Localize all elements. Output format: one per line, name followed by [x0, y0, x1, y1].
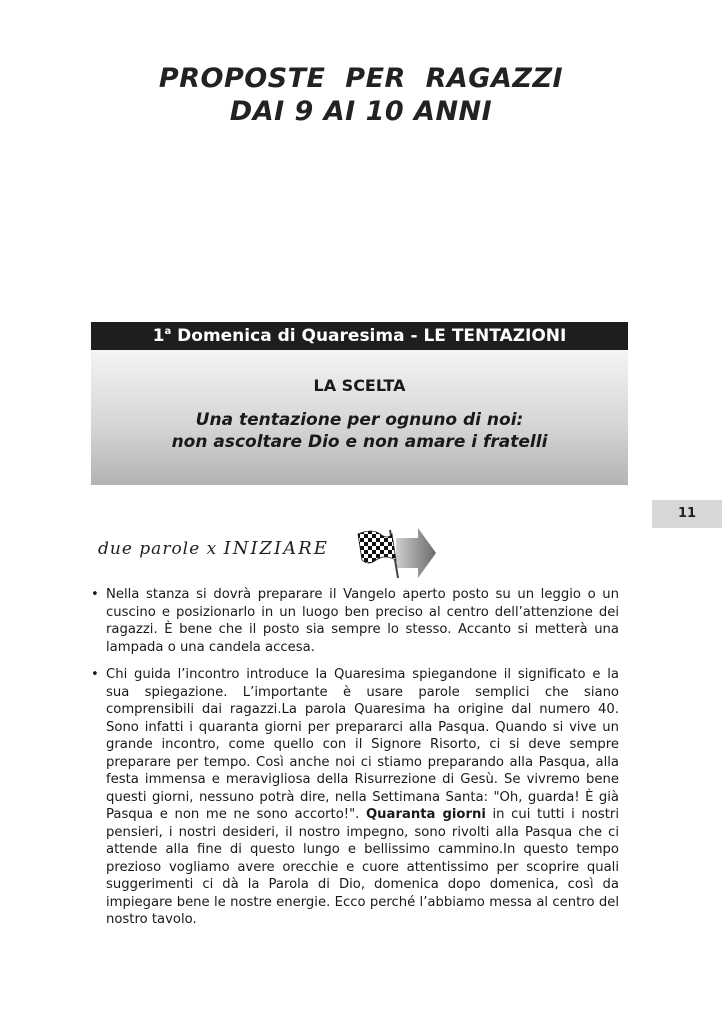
- intro-label: [98, 538, 329, 559]
- list-item-text: Nella stanza si dovrà preparare il Vangelo aperto posto su un leggio o un cuscino e posizionarlo in un luogo ben preciso al centro dell’attenzione dei ragazzi. È bene che il posto sia sempre lo stesso. Accanto si metterà una lampada o una candela accesa.: [106, 587, 619, 655]
- checkered-flag-arrow-icon: [348, 526, 448, 580]
- section-subtitle-line-1: Una tentazione per ognuno di noi:: [195, 410, 524, 430]
- section-number: 1: [152, 326, 165, 346]
- intro-label-small: due parole x: [98, 539, 224, 559]
- section-box: [91, 322, 628, 485]
- list-item-bold-text: Quaranta giorni: [365, 807, 486, 822]
- page-title-line-1: PROPOSTE PER RAGAZZI: [158, 63, 564, 94]
- page-title: [0, 62, 722, 128]
- intro-heading: [98, 524, 458, 580]
- intro-label-big: INIZIARE: [223, 538, 329, 559]
- page-title-line-2: DAI 9 AI 10 ANNI: [229, 96, 493, 127]
- section-kicker: LA SCELTA: [313, 376, 406, 395]
- section-subtitle-line-2: non ascoltare Dio e non amare i fratelli: [171, 432, 548, 452]
- section-heading: [91, 322, 628, 350]
- section-subtitle: [91, 409, 628, 453]
- section-heading-text: Domenica di Quaresima - LE TENTAZIONI: [171, 326, 567, 346]
- list-item: [91, 666, 619, 929]
- list-item: [91, 586, 619, 656]
- section-ordinal-suffix: a: [164, 326, 172, 337]
- instruction-list: [91, 586, 619, 939]
- list-item-text-continued: in cui tutti i nostri pensieri, i nostri desideri, il nostro impegno, sono rivolti alla Pasqua che ci attende alla fine di questo lungo e bellissimo cammino.In questo tempo prezioso vogliamo avere orecchie e cuore attentissimo per scoprire quali suggerimenti ci dà la Parola di Dio, domenica dopo domenica, così da impiegare bene le nostre energie. Ecco perché l’abbiamo messa al centro del nostro tavolo.: [106, 807, 619, 927]
- list-item-text: Chi guida l’incontro introduce la Quaresima spiegandone il significato e la sua spiegazione. L’importante è usare parole semplici che siano comprensibili dai ragazzi.La parola Quaresima ha origine dal numero 40. Sono infatti i quaranta giorni per prepararci alla Pasqua. Quando si vive un grande incontro, come quello con il Signore Risorto, ci si deve sempre preparare per tempo. Così anche noi ci stiamo preparando alla Pasqua, alla festa immensa e meravigliosa della Risurrezione di Gesù. Se vivremo bene questi giorni, nessuno potrà dire, nella Settimana Santa: "Oh, guarda! È già Pasqua e non me ne sono accorto!".: [106, 667, 619, 822]
- page-number: 11: [652, 500, 722, 528]
- section-body: [91, 350, 628, 485]
